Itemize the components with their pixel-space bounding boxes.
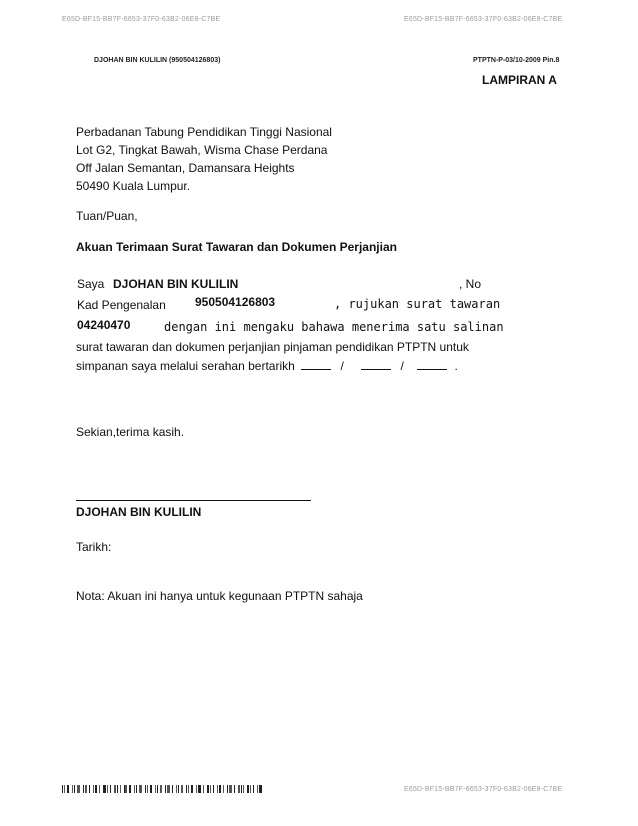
barcode-bar (134, 785, 135, 793)
barcode-bar (124, 785, 125, 793)
tarikh-label: Tarikh: (76, 540, 112, 554)
barcode-bar (238, 785, 240, 793)
barcode-bar (136, 785, 137, 793)
saya-label: Saya (77, 277, 105, 291)
barcode-bar (120, 785, 121, 793)
barcode-bar (165, 785, 166, 793)
doc-code-bottom-right: E65D-BF15-BB7F-6653-37F0-63B2-06E8-C7BE (404, 786, 563, 793)
subject-heading: Akuan Terimaan Surat Tawaran dan Dokumen Perjanjian (76, 240, 397, 254)
barcode-bar (186, 785, 187, 793)
signature-line (76, 500, 311, 501)
date-period: . (454, 359, 458, 373)
no-label: , No (459, 277, 482, 291)
signature-name: DJOHAN BIN KULILIN (76, 505, 202, 519)
declaration-line-4: surat tawaran dan dokumen perjanjian pinjaman pendidikan PTPTN untuk (76, 340, 469, 354)
doc-code-top-right: E65D-BF15-BB7F-6653-37F0-63B2-06E8-C7BE (404, 16, 563, 23)
barcode-bar (145, 785, 146, 793)
barcode-bar (150, 785, 152, 793)
barcode-bar (257, 785, 258, 793)
address-line: Off Jalan Semantan, Damansara Heights (76, 161, 295, 175)
barcode-bar (247, 785, 249, 793)
barcode-bar (241, 785, 242, 793)
barcode-bar (110, 785, 111, 793)
kad-pengenalan-label: Kad Pengenalan (77, 298, 166, 312)
closing: Sekian,terima kasih. (76, 425, 185, 439)
barcode-bar (62, 785, 63, 793)
barcode-bar (178, 785, 179, 793)
barcode-bar (93, 785, 94, 793)
barcode-bar (181, 785, 183, 793)
barcode-bar (117, 785, 118, 793)
rujukan-label: , rujukan surat tawaran (334, 297, 501, 311)
header-ref: PTPTN-P-03/10-2009 Pin.8 (473, 57, 560, 64)
salutation: Tuan/Puan, (76, 209, 138, 223)
declarant-name: DJOHAN BIN KULILIN (113, 277, 239, 291)
barcode (62, 785, 264, 793)
declaration-line-5-text: simpanan saya melalui serahan bertarikh (76, 359, 295, 373)
barcode-bars (62, 785, 264, 793)
barcode-bar (72, 785, 73, 793)
barcode-bar (85, 785, 87, 793)
barcode-bar (203, 785, 204, 793)
barcode-bar (243, 785, 244, 793)
barcode-bar (167, 785, 170, 793)
barcode-bar (210, 785, 211, 793)
barcode-bar (234, 785, 235, 793)
barcode-bar (188, 785, 189, 793)
day-blank (301, 358, 331, 370)
address-block (76, 123, 332, 195)
barcode-bar (125, 785, 127, 793)
month-blank (361, 358, 391, 370)
barcode-bar (99, 785, 100, 793)
barcode-bar (213, 785, 214, 793)
header-name-ic: DJOHAN BIN KULILIN (950504126803) (94, 57, 221, 64)
barcode-bar (223, 785, 224, 793)
barcode-bar (250, 785, 251, 793)
barcode-bar (77, 785, 80, 793)
barcode-bar (74, 785, 75, 793)
barcode-bar (253, 785, 254, 793)
barcode-bar (114, 785, 116, 793)
barcode-bar (219, 785, 221, 793)
note: Nota: Akuan ini hanya untuk kegunaan PTPTN sahaja (76, 589, 363, 603)
barcode-bar (64, 785, 65, 793)
barcode-bar (155, 785, 156, 793)
address-line: Lot G2, Tingkat Bawah, Wisma Chase Perdana (76, 143, 328, 157)
date-slash: / (400, 359, 404, 373)
barcode-bar (217, 785, 218, 793)
barcode-bar (207, 785, 209, 793)
barcode-bar (139, 785, 142, 793)
barcode-bar (147, 785, 148, 793)
barcode-bar (157, 785, 158, 793)
declaration-line-5 (76, 358, 458, 373)
address-line: 50490 Kuala Lumpur. (76, 179, 191, 193)
barcode-bar (259, 785, 262, 793)
declaration-line-3: dengan ini mengaku bahawa menerima satu salinan (164, 320, 504, 334)
barcode-bar (196, 785, 197, 793)
barcode-bar (227, 785, 228, 793)
date-slash: / (340, 359, 344, 373)
barcode-bar (198, 785, 201, 793)
ic-number: 950504126803 (195, 295, 276, 309)
doc-code-top-left: E65D-BF15-BB7F-6653-37F0-63B2-06E8-C7BE (62, 16, 221, 23)
barcode-bar (67, 785, 69, 793)
lampiran-title: LAMPIRAN A (482, 73, 557, 87)
reference-number: 04240470 (77, 318, 131, 332)
barcode-bar (191, 785, 193, 793)
barcode-bar (129, 785, 131, 793)
barcode-bar (83, 785, 84, 793)
barcode-bar (172, 785, 173, 793)
barcode-bar (176, 785, 177, 793)
year-blank (417, 358, 447, 370)
address-line: Perbadanan Tabung Pendidikan Tinggi Nasional (76, 125, 332, 139)
barcode-bar (107, 785, 108, 793)
barcode-bar (229, 785, 232, 793)
barcode-bar (103, 785, 106, 793)
barcode-bar (95, 785, 97, 793)
barcode-bar (160, 785, 162, 793)
barcode-bar (89, 785, 90, 793)
